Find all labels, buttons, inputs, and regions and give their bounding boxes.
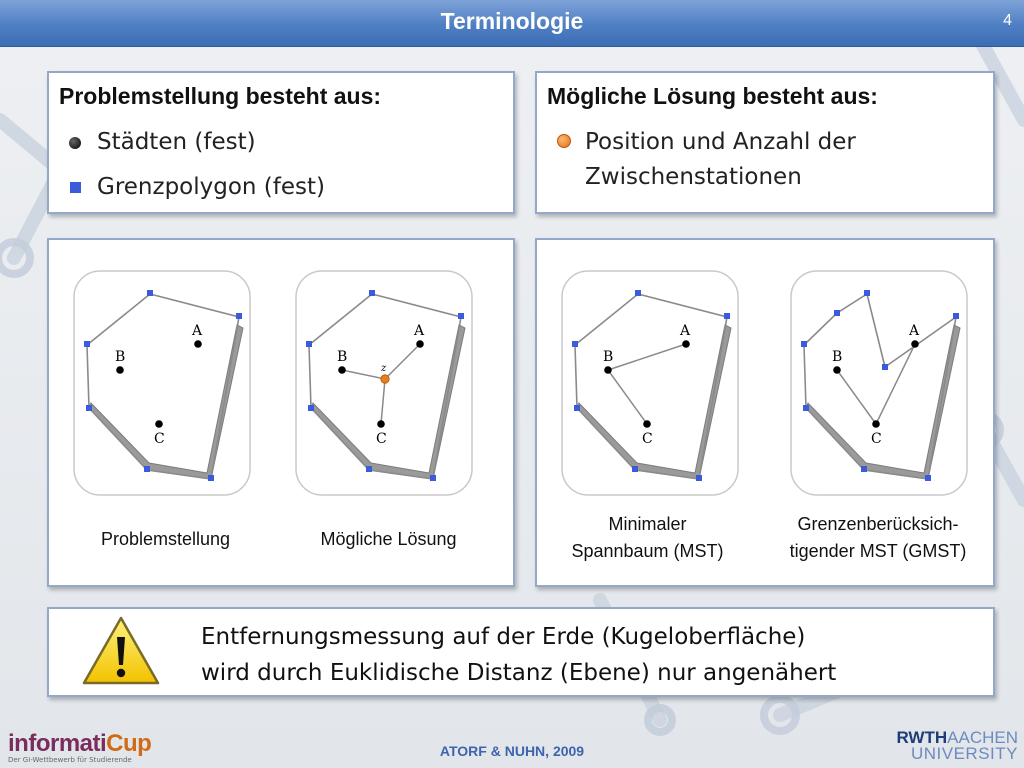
- city-label-b: B: [832, 349, 843, 365]
- page-number: 4: [1003, 12, 1012, 29]
- city-label-a: A: [414, 323, 425, 339]
- city-label-c: C: [154, 431, 165, 447]
- list-item: [69, 170, 489, 205]
- orange-dot-icon: [557, 134, 571, 148]
- city-b: [338, 366, 346, 374]
- warning-line2: wird durch Euklidische Distanz (Ebene) nur angenähert: [201, 660, 837, 686]
- city-label-b: B: [603, 349, 614, 365]
- logo-right-line2: UNIVERSITY: [910, 744, 1018, 763]
- solution-heading: Mögliche Lösung besteht aus:: [547, 83, 878, 109]
- warning-line1: Entfernungsmessung auf der Erde (Kugeloberfläche): [201, 624, 806, 650]
- city-a: [416, 340, 424, 348]
- slide-title: Terminologie: [440, 8, 584, 34]
- warning-icon: [81, 615, 161, 687]
- steiner-point: [381, 375, 389, 383]
- mst-caption-line1: Minimaler: [608, 514, 687, 534]
- mst-caption: [545, 511, 750, 565]
- problem-definition-box: [47, 71, 515, 214]
- problem-diagram: [73, 270, 251, 496]
- steiner-label-z: z: [381, 363, 387, 374]
- rwth-logo: [896, 730, 1018, 762]
- city-b: [116, 366, 124, 374]
- list-item: [69, 125, 489, 160]
- city-b: [833, 366, 841, 374]
- mst-diagram: [561, 270, 739, 496]
- city-label-c: C: [642, 431, 653, 447]
- logo-left-part1: informati: [8, 730, 107, 757]
- city-c: [155, 420, 163, 428]
- logo-right-part1: RWTH: [896, 728, 948, 747]
- city-label-a: A: [192, 323, 203, 339]
- problem-caption: Problemstellung: [100, 529, 231, 549]
- problem-diagram-panel: [47, 238, 515, 587]
- list-item: [557, 125, 977, 197]
- city-label-a: A: [909, 323, 920, 339]
- problem-heading: Problemstellung besteht aus:: [59, 83, 382, 109]
- city-a: [682, 340, 690, 348]
- city-label-c: C: [376, 431, 387, 447]
- logo-right-part2: AACHEN: [947, 728, 1018, 747]
- gmst-caption-line2: tigender MST (GMST): [789, 541, 967, 561]
- city-label-c: C: [871, 431, 882, 447]
- city-c: [643, 420, 651, 428]
- city-c: [377, 420, 385, 428]
- city-label-b: B: [337, 349, 348, 365]
- gmst-caption-line1: Grenzenberücksich-: [797, 514, 959, 534]
- list-item-label-continued: Zwischenstationen: [585, 164, 802, 190]
- blue-square-icon: [70, 182, 81, 193]
- black-dot-icon: [69, 137, 81, 149]
- city-label-a: A: [680, 323, 691, 339]
- warning-text: [201, 619, 836, 691]
- solution-caption: Mögliche Lösung: [320, 529, 457, 549]
- warning-box: [47, 607, 995, 697]
- city-a: [194, 340, 202, 348]
- gmst-diagram: [790, 270, 968, 496]
- mst-diagram-panel: [535, 238, 995, 587]
- city-c: [872, 420, 880, 428]
- list-item-label: Grenzpolygon (fest): [97, 174, 326, 200]
- list-item-label: Position und Anzahl der: [585, 129, 856, 155]
- list-item-label: Städten (fest): [97, 129, 256, 155]
- city-label-b: B: [115, 349, 126, 365]
- city-a: [911, 340, 919, 348]
- solution-diagram: [295, 270, 473, 496]
- footer-authors: ATORF & NUHN, 2009: [439, 743, 585, 759]
- logo-left-part2: Cup: [106, 730, 152, 757]
- city-b: [604, 366, 612, 374]
- logo-left-tagline: Der GI-Wettbewerb für Studierende: [8, 756, 132, 764]
- solution-definition-box: [535, 71, 995, 214]
- title-bar: [0, 0, 1024, 47]
- mst-caption-line2: Spannbaum (MST): [571, 541, 724, 561]
- gmst-caption: [767, 511, 989, 565]
